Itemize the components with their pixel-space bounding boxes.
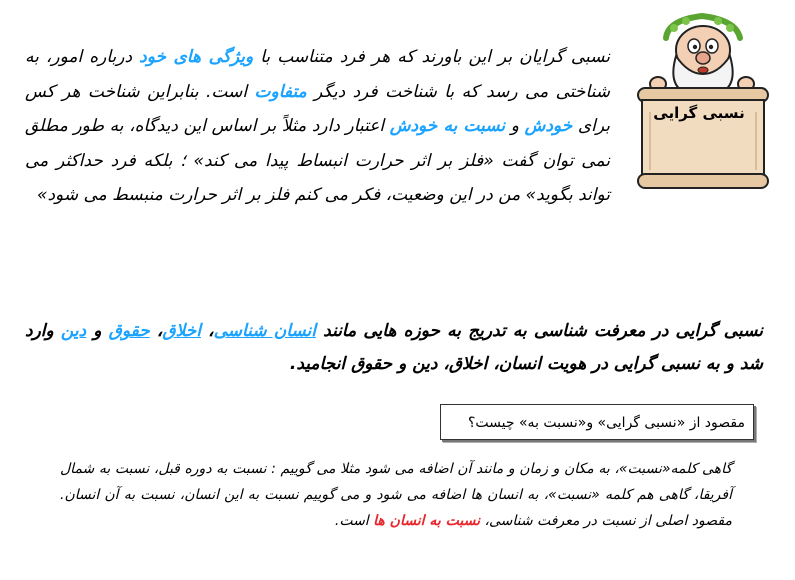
intro-text-4: و (505, 116, 525, 136)
para2-highlight-religion: دین (60, 321, 87, 341)
philosopher-illustration (628, 12, 778, 194)
intro-highlight-himself: خودش (524, 116, 573, 136)
question-box: مقصود از «نسبی گرایی» و«نسبت به» چیست؟ (440, 404, 754, 440)
answer-text-2: است. (334, 513, 374, 529)
philosopher-with-scroll-icon (628, 12, 778, 194)
intro-paragraph (25, 40, 610, 213)
para2-text-1: نسبی گرایی در معرفت شناسی به تدریج به حوزه هایی مانند (316, 321, 764, 341)
intro-highlight-own-traits: ویژگی های خود (139, 47, 254, 67)
para2-highlight-rights: حقوق (108, 321, 150, 341)
intro-text-2: درباره امور، به شناختی می رسد که با شناخت فرد دیگر (25, 47, 610, 102)
answer-text-1: گاهی کلمه«نسبت»، به مکان و زمان و مانند آن اضافه می شود مثلا می گوییم : نسبت به دوره قبل، نسبت به شمال آفریقا، گاهی هم کلمه «نسبت»، به انسان ها اضافه می شود و می گوییم نسبت به این انسان، نسبت به آن انسان. مقصود اصلی از نسبت در معرفت شناسی، (60, 461, 732, 529)
intro-text-5: اعتبار دارد مثلاً بر اساس این دیدگاه، به طور مطلق نمی توان گفت «فلز بر اثر حرارت انبساط پیدا می کند» ؛ بلکه فرد حداکثر می تواند بگوید» من در این وضعیت، فکر می کنم فلز بر اثر حرارت منبسط می شود» (25, 116, 610, 205)
answer-paragraph (60, 456, 732, 534)
para2-text-3: وارد شد و به نسبی گرایی در هویت انسان، اخلاق، دین و حقوق انجامید. (25, 321, 763, 374)
para2-highlight-ethics: اخلاق (162, 321, 201, 341)
answer-highlight-relative-to-humans: نسبت به انسان ها (373, 513, 481, 529)
para2-text-2: و (86, 321, 109, 341)
scroll-title: نسبی گرایی (653, 104, 745, 122)
intro-highlight-relative-to-himself: نسبت به خودش (389, 116, 506, 136)
intro-text-3: است. بنابراین شناخت هر کس برای (25, 81, 610, 136)
intro-text-1: نسبی گرایان بر این باورند که هر فرد متناسب با (253, 47, 611, 67)
relativism-domains-paragraph (25, 315, 763, 381)
para2-highlight-anthropology: انسان شناسی (213, 321, 316, 341)
para2-separator-2: ، (149, 321, 163, 341)
para2-separator-1: ، (200, 321, 214, 341)
intro-highlight-different: متفاوت (254, 81, 307, 102)
